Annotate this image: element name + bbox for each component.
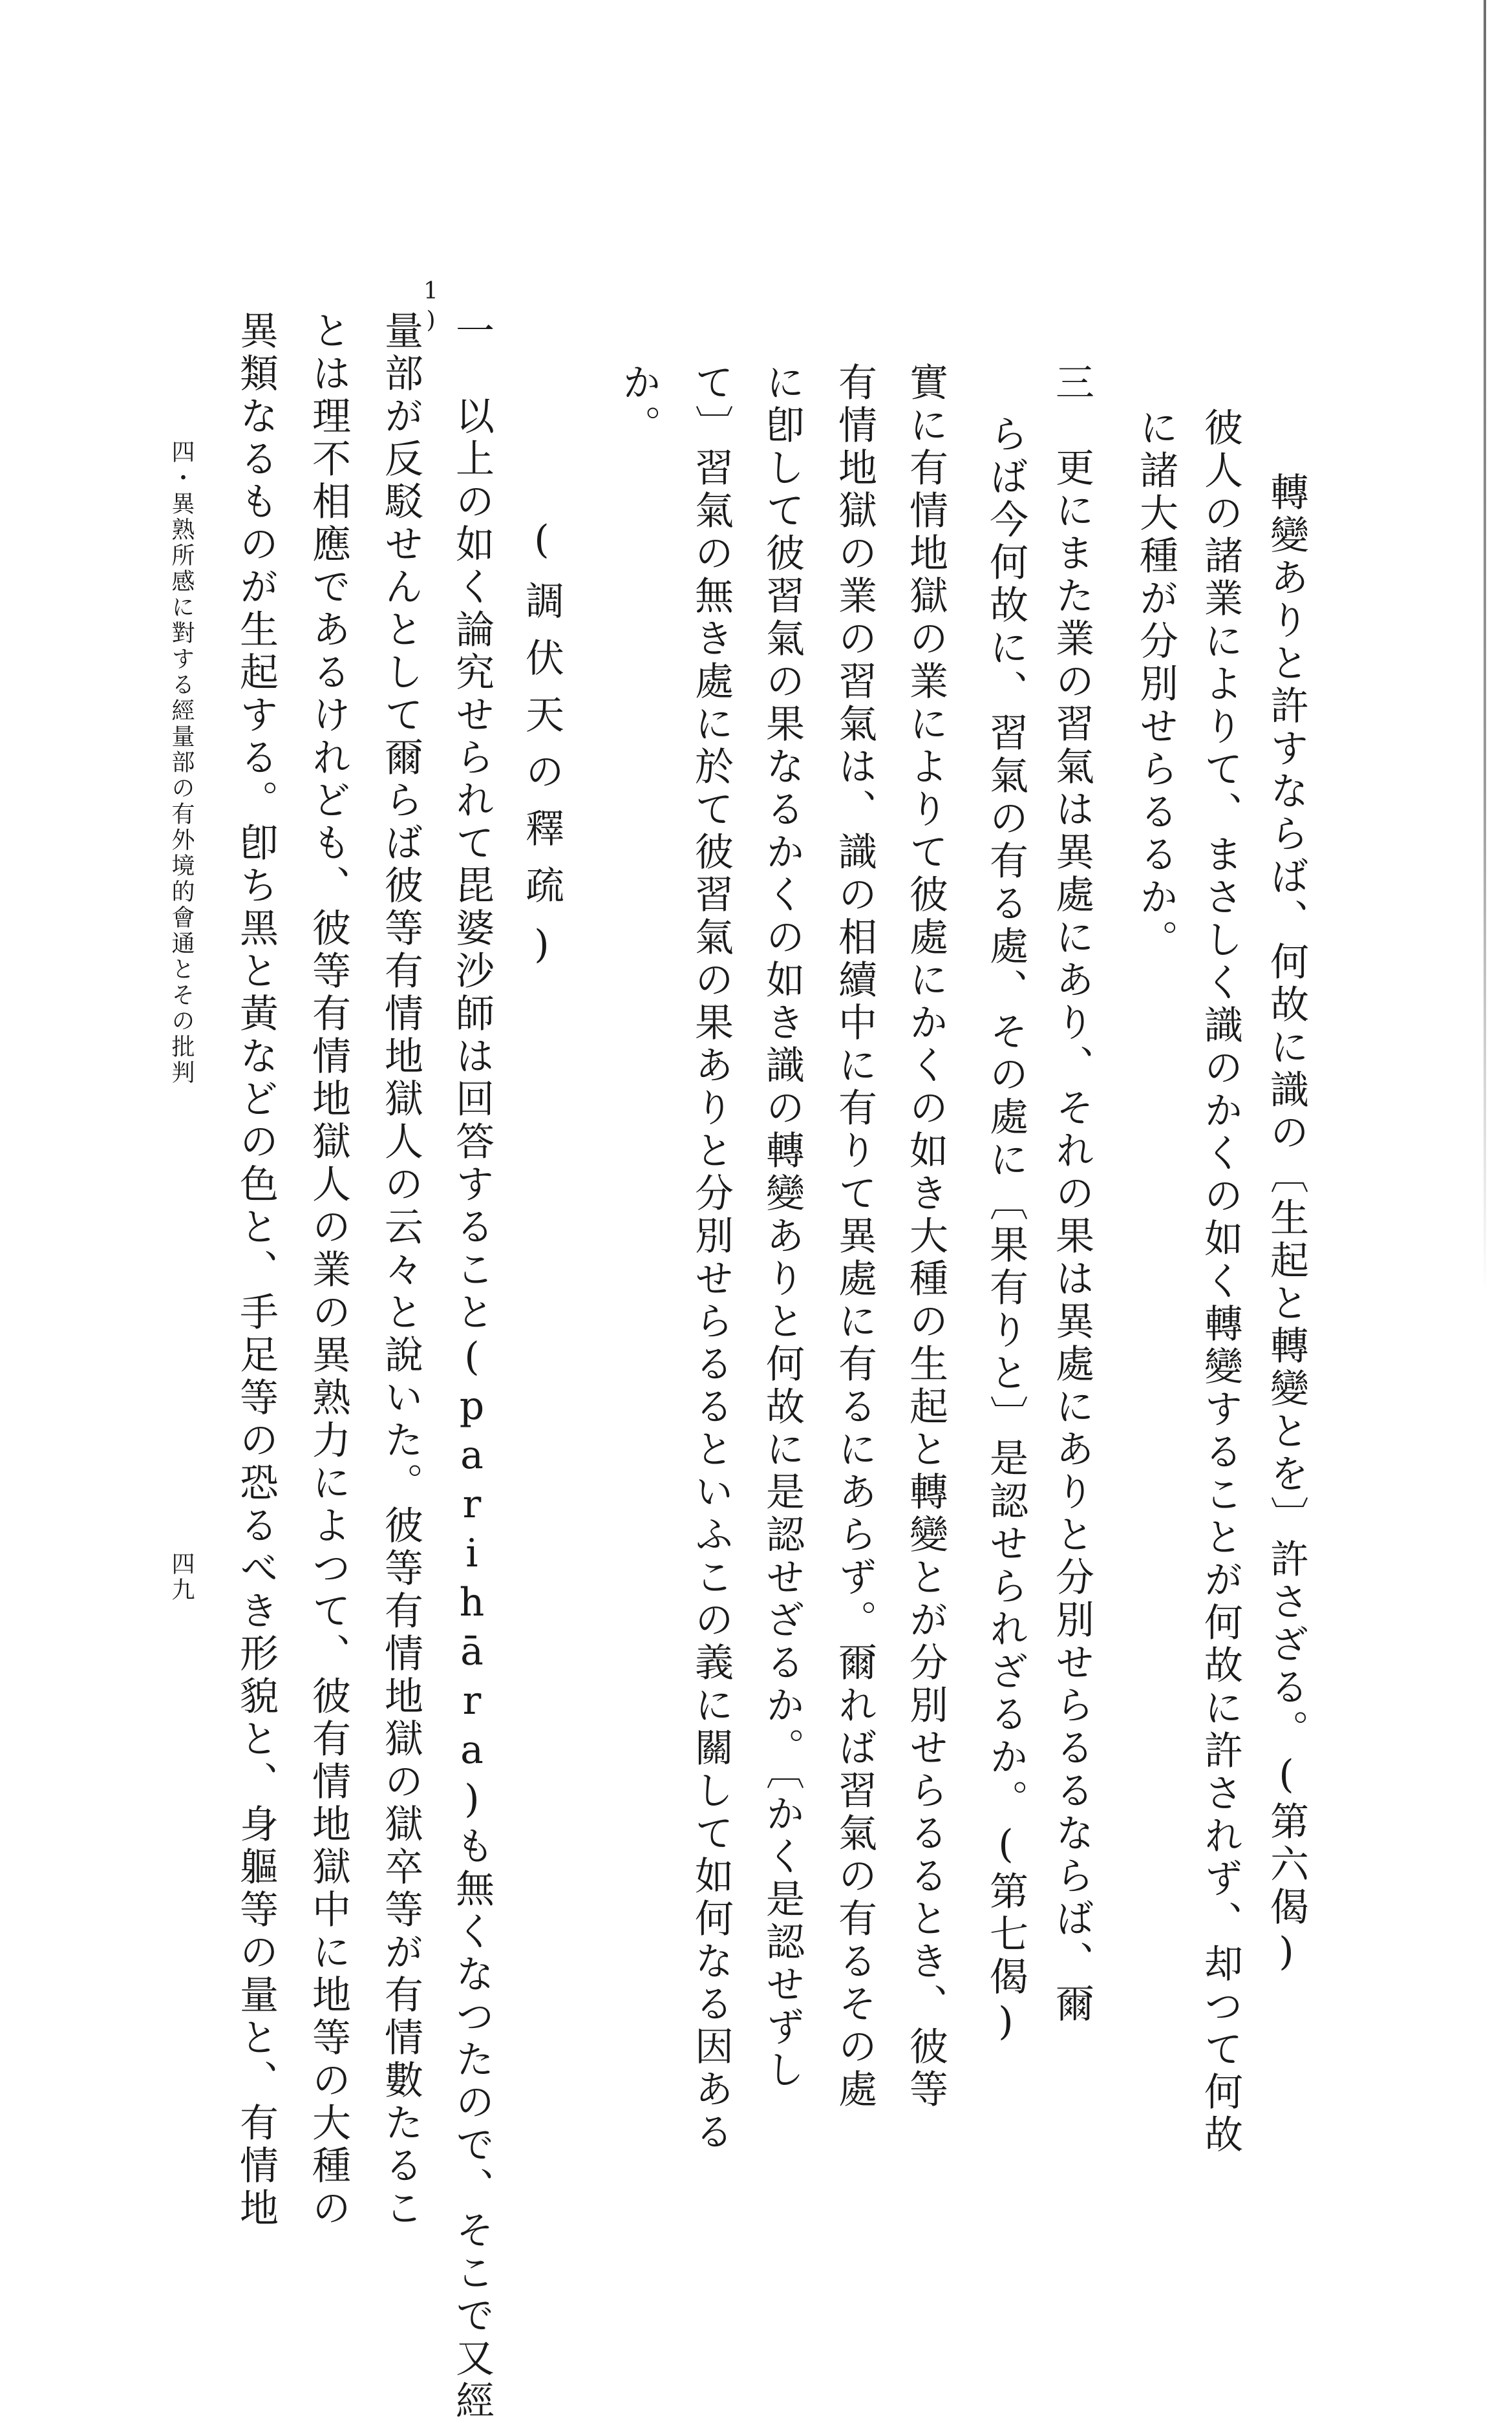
text-column-12: 一 以上の如く論究せられて毘婆沙師は回答すること(parihāra)も無くなつたので、そこで又經 [449,310,495,2423]
text-column-2: 彼人の諸業によりて、まさしく識のかくの如く轉變することが何故に許されず、却つて何故 [1198,407,1243,2157]
footnote-marker: 1) [418,278,444,336]
text-column-1: 轉變ありと許すならば、何故に識の〔生起と轉變とを〕許さざる。(第六偈) [1264,472,1309,1978]
text-column-13: 量部が反駁せんとして爾らば彼等有情地獄人の云々と說いた。彼等有情地獄の獄卒等が有情數たるこ [378,310,423,2230]
page-number: 四九 [168,1552,195,1603]
text-column-7: 有情地獄の業の習氣は、識の相續中に有りて異處に有るにあらず。爾れば習氣の有るその處 [832,362,877,2111]
text-column-15: 異類なるものが生起する。卽ち黑と黃などの色と、手足等の恐るべき形貌と、身軀等の量と、有情地 [233,310,279,2230]
text-column-8: に卽して彼習氣の果なるかくの如き識の轉變ありと何故に是認せざるか。〔かく是認せずし [760,362,805,2092]
text-column-14: とは理不相應であるけれども、彼等有情地獄人の業の異熟力によつて、彼有情地獄中に地等の大種の [306,310,351,2230]
text-column-4: 三 更にまた業の習氣は異處にあり、それの果は異處にありと分別せらるるならば、爾 [1049,362,1094,2026]
text-column-10: か。 [616,362,661,447]
text-column-5: らば今何故に、習氣の有る處、その處に〔果有りと〕是認せられざるか。(第七偈) [983,414,1028,2048]
text-column-6: 實に有情地獄の業によりて彼處にかくの如き大種の生起と轉變とが分別せらるるとき、彼等 [903,362,948,2111]
text-column-9: て〕習氣の無き處に於て彼習氣の果ありと分別せらるるといふこの義に關して如何なる因ある [688,362,734,2154]
text-column-3: に諸大種が分別せらるるか。 [1133,407,1178,962]
section-heading: (調伏天の釋疏) [519,517,564,985]
running-header: 四・異熟所感に對する經量部の有外境的會通とその批判 [168,440,195,1086]
scan-edge-line [1484,0,1486,1293]
